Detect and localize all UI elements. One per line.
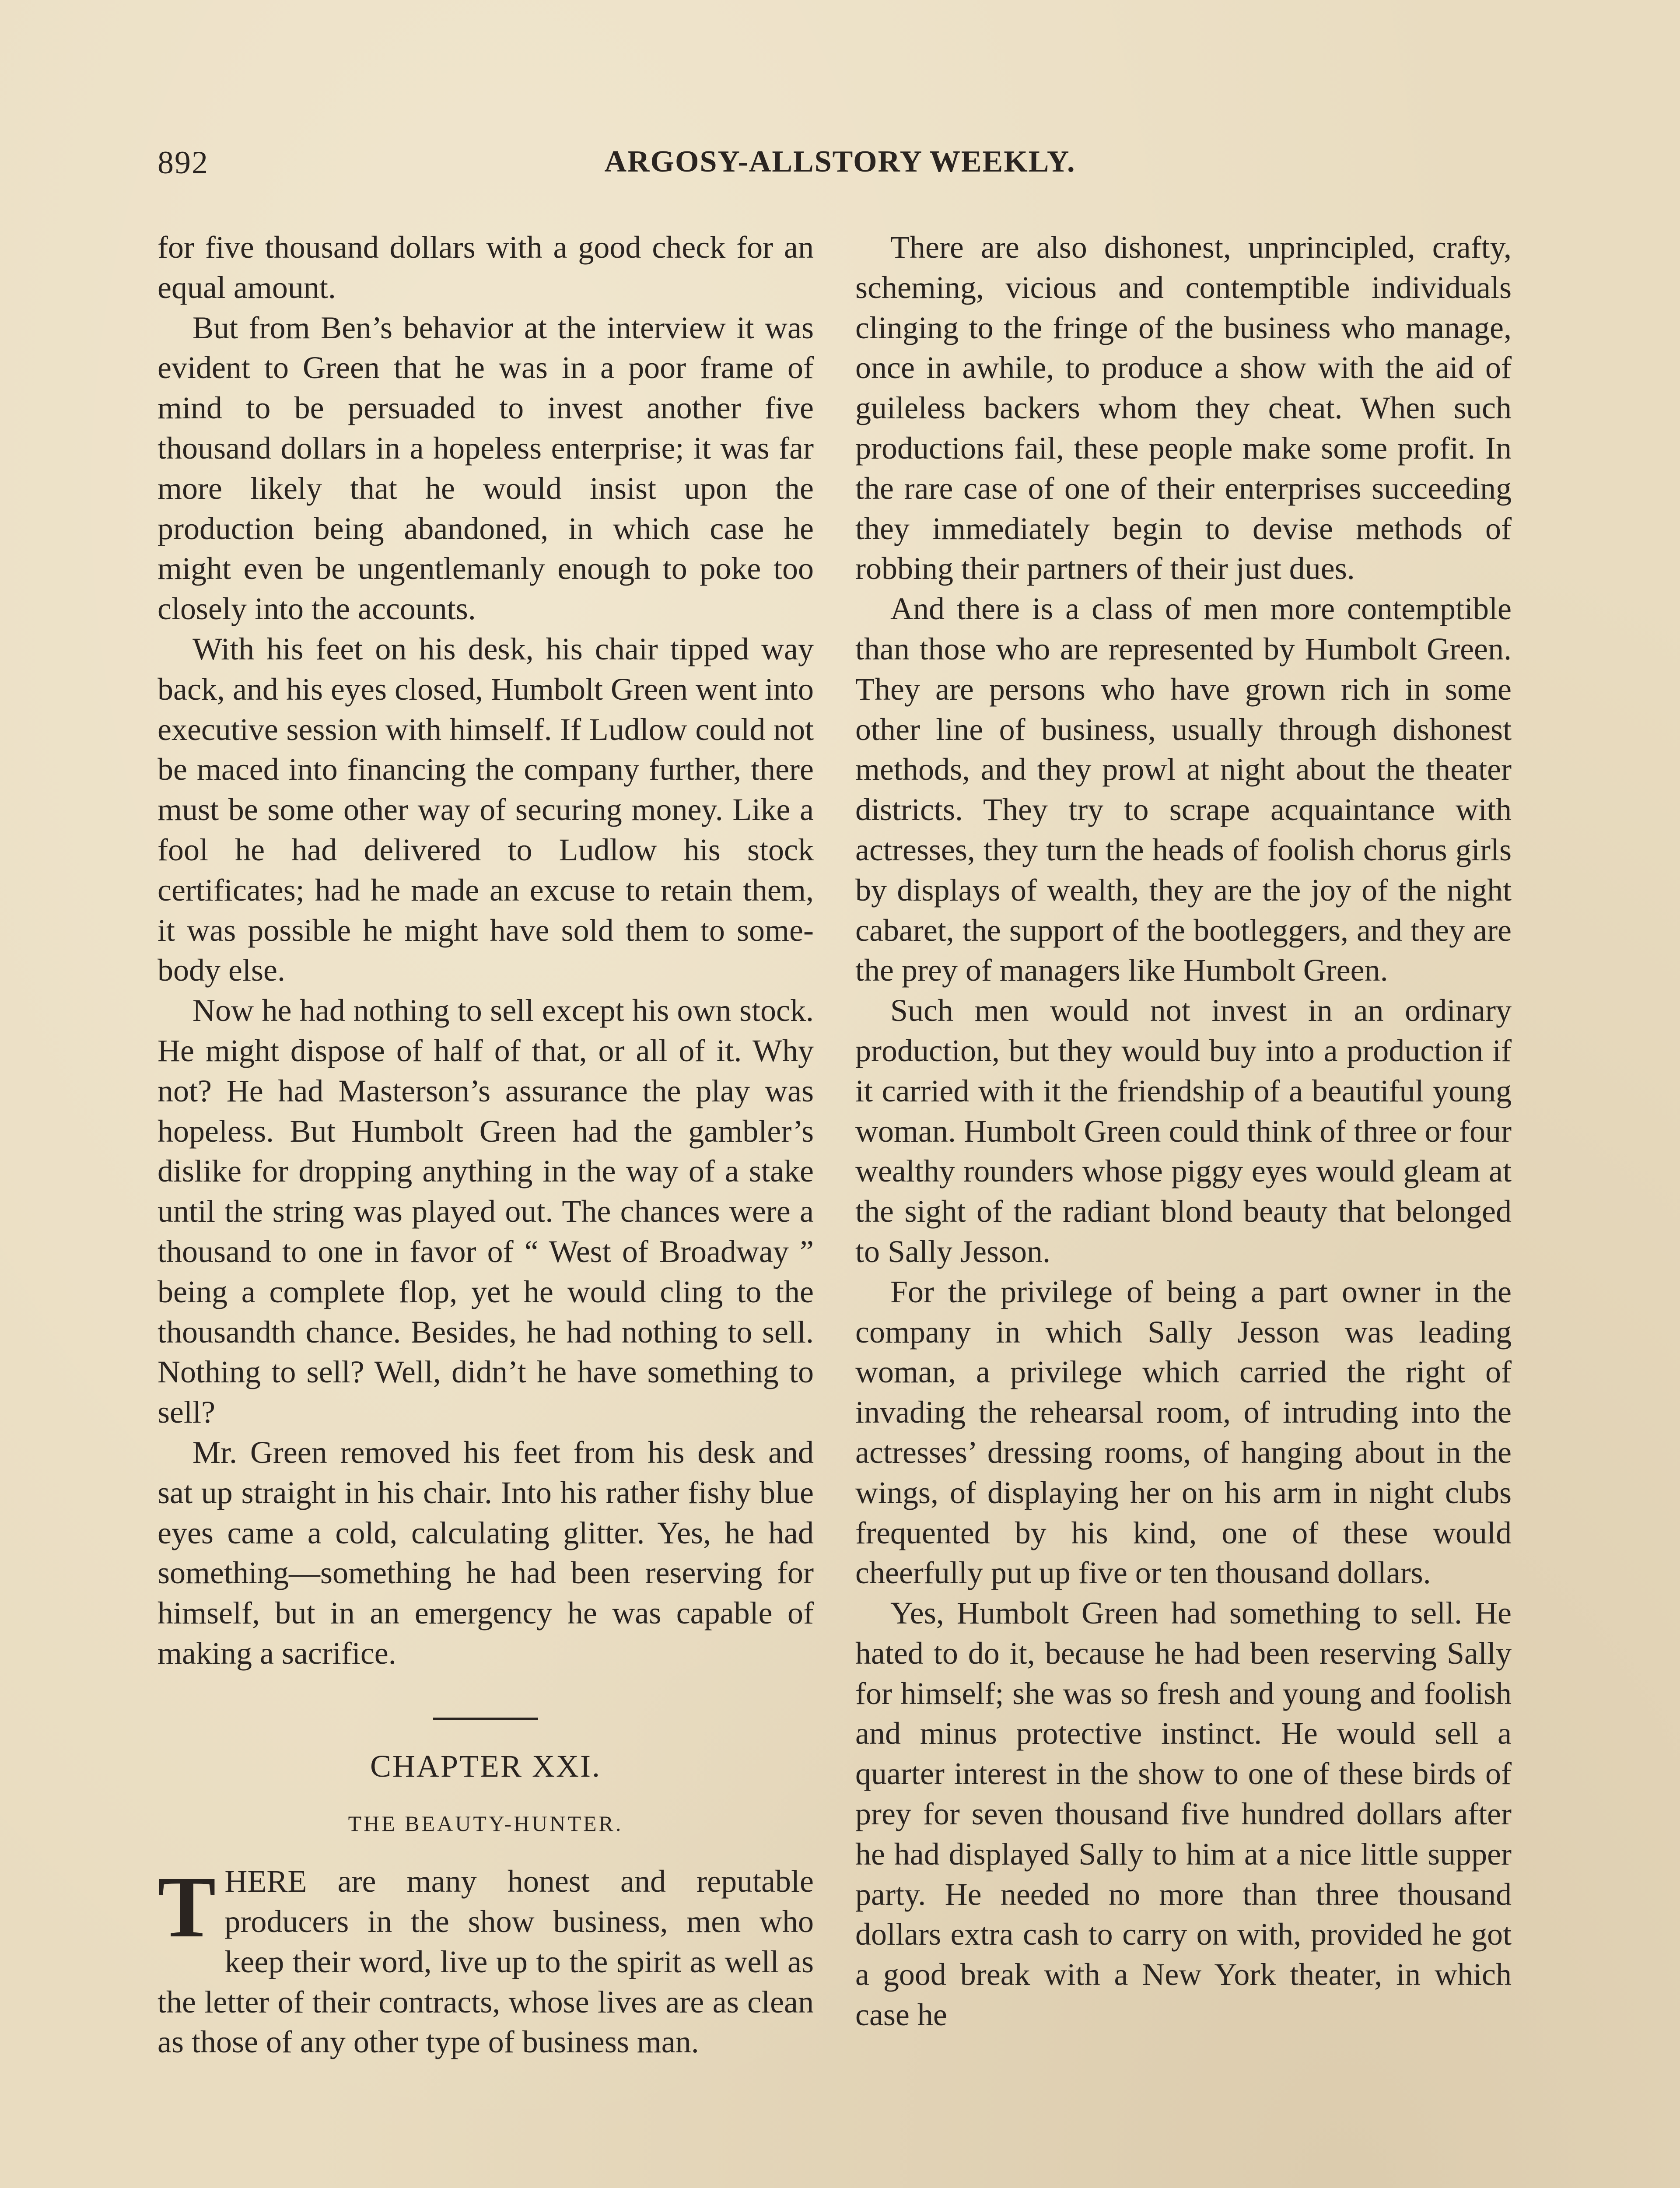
- paragraph: But from Ben’s behavior at the interview it was evident to Green that he was in a poor frame of mind to be persuaded to invest another five thousand dollars in a hopeless enterprise; it was far more likely that he would insist upon the production being abandoned, in which case he might even be ungentlemanly enough to poke too closely into the accounts.: [158, 310, 814, 627]
- page-number: 892: [158, 145, 209, 181]
- section-divider: [433, 1718, 538, 1720]
- chapter-opening-paragraph: [158, 1859, 814, 2062]
- paragraph: With his feet on his desk, his chair tipped way back, and his eyes closed, Humbolt Green went into executive session with himself. If Ludlow could not be maced into financing the company further, there must be some other way of securing money. Like a fool he had delivered to Ludlow his stock certificates; had he made an excuse to retain them, it was possible he might have sold them to somebody else.: [158, 631, 814, 988]
- left-column: [158, 228, 814, 2062]
- paragraph: Now he had nothing to sell except his own stock. He might dispose of half of that, or all of it. Why not? He had Masterson’s assurance the play was hopeless. But Humbolt Green had the gambler’s dislike for dropping anything in the way of a stake until the string was played out. The chances were a thousand to one in favor of “ West of Broadway ” being a complete flop, yet he would cling to the thousandth chance. Besides, he had nothing to sell. Nothing to sell? Well, didn’t he have something to sell?: [158, 993, 814, 1430]
- paragraph: for five thousand dollars with a good check for an equal amount.: [158, 230, 814, 305]
- magazine-title: ARGOSY-ALLSTORY WEEKLY.: [604, 145, 1076, 179]
- paragraph: Such men would not invest in an ordinary production, but they would buy into a production if it carried with it the friendship of a beautiful young woman. Humbolt Green could think of three or four wealthy rounders whose piggy eyes would gleam at the sight of the radiant blond beauty that belonged to Sally Jesson.: [855, 993, 1512, 1269]
- paragraph: And there is a class of men more contemptible than those who are represented by Humbolt Green. They are persons who have grown rich in some other line of business, usually through dishonest methods, and they prowl at night about the theater districts. They try to scrape acquaintance with actresses, they turn the heads of foolish chorus girls by displays of wealth, they are the joy of the night cabaret, the support of the bootleggers, and they are the prey of managers like Humbolt Green.: [855, 591, 1512, 988]
- right-column: [855, 228, 1512, 2035]
- paragraph: Mr. Green removed his feet from his desk and sat up straight in his chair. Into his rather fishy blue eyes came a cold, calculating glitter. Yes, he had something—something he had been reserving for himself, but in an emergency he was capable of making a sacrifice.: [158, 1434, 814, 1671]
- chapter-subtitle: THE BEAUTY-HUNTER.: [348, 1811, 623, 1836]
- paragraph: There are also dishonest, unprincipled, crafty, scheming, vicious and contemptible individuals clinging to the fringe of the business who manage, once in awhile, to produce a show with the aid of guileless backers whom they cheat. When such productions fail, these people make some profit. In the rare case of one of their enterprises succeeding they immediately begin to devise methods of robbing their partners of their just dues.: [855, 230, 1512, 586]
- chapter-opening-text: HERE are many honest and reputable producers in the show business, men who keep their word, live up to the spirit as well as the letter of their contracts, whose lives are as clean as those of any other type of business man.: [158, 1864, 814, 2060]
- drop-cap: T: [158, 1859, 216, 1956]
- paragraph: For the privilege of being a part owner in the company in which Sally Jesson was leading woman, a privilege which carried the right of invading the rehearsal room, of intruding into the actresses’ dressing rooms, of hanging about in the wings, of displaying her on his arm in night clubs frequented by his kind, one of these would cheerfully put up five or ten thousand dollars.: [855, 1274, 1512, 1591]
- running-head: [158, 144, 1522, 197]
- paragraph: Yes, Humbolt Green had something to sell. He hated to do it, because he had been reserving Sally for himself; she was so fresh and young and foolish and minus protective instinct. He would sell a quarter interest in the show to one of these birds of prey for seven thousand five hundred dollars after he had displayed Sally to him at a nice little supper party. He needed no more than three thousand dollars extra cash to carry on with, provided he got a good break with a New York theater, in which case he: [855, 1595, 1512, 2033]
- chapter-title: CHAPTER XXI.: [370, 1748, 601, 1784]
